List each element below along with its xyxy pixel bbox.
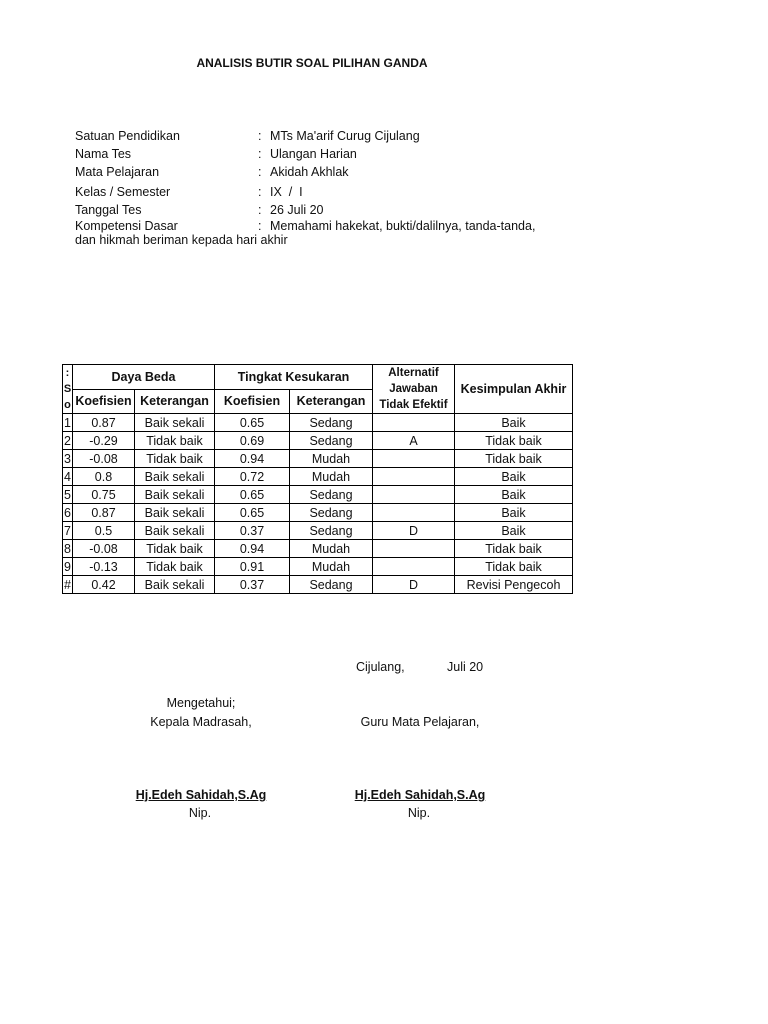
left-signature-intro: Mengetahui; bbox=[166, 696, 236, 710]
table-row bbox=[63, 522, 573, 540]
info-value-kd-continuation: dan hikmah beriman kepada hari akhir bbox=[75, 233, 288, 247]
info-colon: : bbox=[258, 219, 262, 233]
info-value-satuan: MTs Ma'arif Curug Cijulang bbox=[270, 129, 420, 143]
tk-koefisien-cell: 0.72 bbox=[215, 468, 290, 486]
alternatif-cell: D bbox=[373, 522, 455, 540]
table-row bbox=[63, 486, 573, 504]
info-colon: : bbox=[258, 203, 262, 217]
row-number: # bbox=[64, 577, 71, 592]
tk-keterangan-cell: Sedang bbox=[290, 486, 373, 504]
kesimpulan-cell: Baik bbox=[455, 504, 573, 522]
info-label: Nama Tes bbox=[75, 147, 132, 161]
right-signature-name: Hj.Edeh Sahidah,S.Ag bbox=[354, 788, 486, 802]
tk-koefisien-cell: 0.65 bbox=[215, 486, 290, 504]
db-keterangan-cell: Baik sekali bbox=[135, 576, 215, 594]
alternatif-cell bbox=[373, 468, 455, 486]
alternatif-cell bbox=[373, 540, 455, 558]
info-value-kd: Memahami hakekat, bukti/dalilnya, tanda-tanda, bbox=[270, 219, 536, 233]
db-keterangan-cell: Baik sekali bbox=[135, 522, 215, 540]
info-colon: : bbox=[258, 185, 262, 199]
row-number: 1 bbox=[64, 415, 71, 430]
no-column-header: : S o bbox=[63, 365, 73, 414]
row-number: 3 bbox=[64, 451, 71, 466]
info-label: Kelas / Semester bbox=[75, 185, 171, 199]
info-value-nama-tes: Ulangan Harian bbox=[270, 147, 357, 161]
analysis-table bbox=[62, 364, 573, 594]
tk-keterangan-cell: Mudah bbox=[290, 540, 373, 558]
tk-koefisien-cell: 0.37 bbox=[215, 522, 290, 540]
table-row bbox=[63, 468, 573, 486]
daya-beda-header: Daya Beda bbox=[73, 365, 215, 390]
tk-keterangan-cell: Sedang bbox=[290, 576, 373, 594]
table-row bbox=[63, 540, 573, 558]
alternatif-cell bbox=[373, 558, 455, 576]
tk-koefisien-cell: 0.69 bbox=[215, 432, 290, 450]
tk-koefisien-cell: 0.37 bbox=[215, 576, 290, 594]
tk-keterangan-cell: Sedang bbox=[290, 504, 373, 522]
alternatif-cell bbox=[373, 414, 455, 432]
info-label: Tanggal Tes bbox=[75, 203, 142, 217]
left-signature-role: Kepala Madrasah, bbox=[150, 715, 252, 729]
table-header-row bbox=[63, 365, 573, 390]
tk-koefisien-cell: 0.94 bbox=[215, 540, 290, 558]
info-value-kelas: IX / I bbox=[270, 185, 303, 199]
row-number: 9 bbox=[64, 559, 71, 574]
db-koefisien-header: Koefisien bbox=[73, 389, 135, 414]
tk-koefisien-cell: 0.91 bbox=[215, 558, 290, 576]
kesimpulan-cell: Tidak baik bbox=[455, 432, 573, 450]
db-koefisien-cell: -0.08 bbox=[73, 450, 135, 468]
left-signature-name: Hj.Edeh Sahidah,S.Ag bbox=[135, 788, 267, 802]
tk-keterangan-cell: Mudah bbox=[290, 558, 373, 576]
db-koefisien-cell: 0.75 bbox=[73, 486, 135, 504]
row-number: 6 bbox=[64, 505, 71, 520]
tk-keterangan-header: Keterangan bbox=[290, 389, 373, 414]
table-row bbox=[63, 450, 573, 468]
row-number: 5 bbox=[64, 487, 71, 502]
alternatif-cell bbox=[373, 486, 455, 504]
row-number: 4 bbox=[64, 469, 71, 484]
tk-keterangan-cell: Mudah bbox=[290, 468, 373, 486]
alternatif-cell bbox=[373, 450, 455, 468]
db-koefisien-cell: 0.42 bbox=[73, 576, 135, 594]
db-keterangan-cell: Baik sekali bbox=[135, 414, 215, 432]
table-row bbox=[63, 414, 573, 432]
kesimpulan-cell: Baik bbox=[455, 468, 573, 486]
row-number: 2 bbox=[64, 433, 71, 448]
tk-koefisien-header: Koefisien bbox=[215, 389, 290, 414]
tk-keterangan-cell: Sedang bbox=[290, 432, 373, 450]
db-keterangan-cell: Baik sekali bbox=[135, 504, 215, 522]
tk-keterangan-cell: Sedang bbox=[290, 522, 373, 540]
db-keterangan-cell: Tidak baik bbox=[135, 558, 215, 576]
document-title: ANALISIS BUTIR SOAL PILIHAN GANDA bbox=[196, 56, 428, 70]
table-row bbox=[63, 432, 573, 450]
info-colon: : bbox=[258, 129, 262, 143]
kesimpulan-cell: Baik bbox=[455, 486, 573, 504]
db-koefisien-cell: -0.08 bbox=[73, 540, 135, 558]
alternatif-cell bbox=[373, 504, 455, 522]
db-keterangan-header: Keterangan bbox=[135, 389, 215, 414]
kesimpulan-cell: Tidak baik bbox=[455, 540, 573, 558]
db-koefisien-cell: 0.87 bbox=[73, 414, 135, 432]
tk-koefisien-cell: 0.65 bbox=[215, 504, 290, 522]
table-row bbox=[63, 558, 573, 576]
table-row bbox=[63, 576, 573, 594]
alternatif-header: Alternatif Jawaban Tidak Efektif bbox=[373, 365, 455, 414]
db-koefisien-cell: -0.13 bbox=[73, 558, 135, 576]
info-value-mapel: Akidah Akhlak bbox=[270, 165, 349, 179]
tk-koefisien-cell: 0.65 bbox=[215, 414, 290, 432]
db-koefisien-cell: 0.87 bbox=[73, 504, 135, 522]
right-signature-role: Guru Mata Pelajaran, bbox=[360, 715, 480, 729]
alternatif-cell: D bbox=[373, 576, 455, 594]
tk-koefisien-cell: 0.94 bbox=[215, 450, 290, 468]
row-number: 7 bbox=[64, 523, 71, 538]
info-colon: : bbox=[258, 165, 262, 179]
row-number: 8 bbox=[64, 541, 71, 556]
kesimpulan-cell: Tidak baik bbox=[455, 558, 573, 576]
alternatif-cell: A bbox=[373, 432, 455, 450]
db-keterangan-cell: Tidak baik bbox=[135, 540, 215, 558]
right-signature-nip: Nip. bbox=[407, 806, 431, 820]
info-value-tanggal: 26 Juli 20 bbox=[270, 203, 324, 217]
info-colon: : bbox=[258, 147, 262, 161]
date: Juli 20 bbox=[447, 660, 484, 674]
info-label: Mata Pelajaran bbox=[75, 165, 160, 179]
kesimpulan-cell: Baik bbox=[455, 414, 573, 432]
place: Cijulang, bbox=[356, 660, 405, 674]
kesimpulan-cell: Baik bbox=[455, 522, 573, 540]
info-label: Satuan Pendidikan bbox=[75, 129, 180, 143]
db-koefisien-cell: -0.29 bbox=[73, 432, 135, 450]
kesimpulan-cell: Revisi Pengecoh bbox=[455, 576, 573, 594]
db-koefisien-cell: 0.8 bbox=[73, 468, 135, 486]
kesimpulan-cell: Tidak baik bbox=[455, 450, 573, 468]
db-keterangan-cell: Baik sekali bbox=[135, 486, 215, 504]
table-row bbox=[63, 504, 573, 522]
db-keterangan-cell: Tidak baik bbox=[135, 432, 215, 450]
tk-keterangan-cell: Sedang bbox=[290, 414, 373, 432]
left-signature-nip: Nip. bbox=[188, 806, 212, 820]
db-koefisien-cell: 0.5 bbox=[73, 522, 135, 540]
db-keterangan-cell: Tidak baik bbox=[135, 450, 215, 468]
info-label: Kompetensi Dasar bbox=[75, 219, 178, 233]
db-keterangan-cell: Baik sekali bbox=[135, 468, 215, 486]
tk-keterangan-cell: Mudah bbox=[290, 450, 373, 468]
table-body bbox=[63, 414, 573, 594]
kesimpulan-header: Kesimpulan Akhir bbox=[455, 365, 573, 414]
tingkat-kesukaran-header: Tingkat Kesukaran bbox=[215, 365, 373, 390]
